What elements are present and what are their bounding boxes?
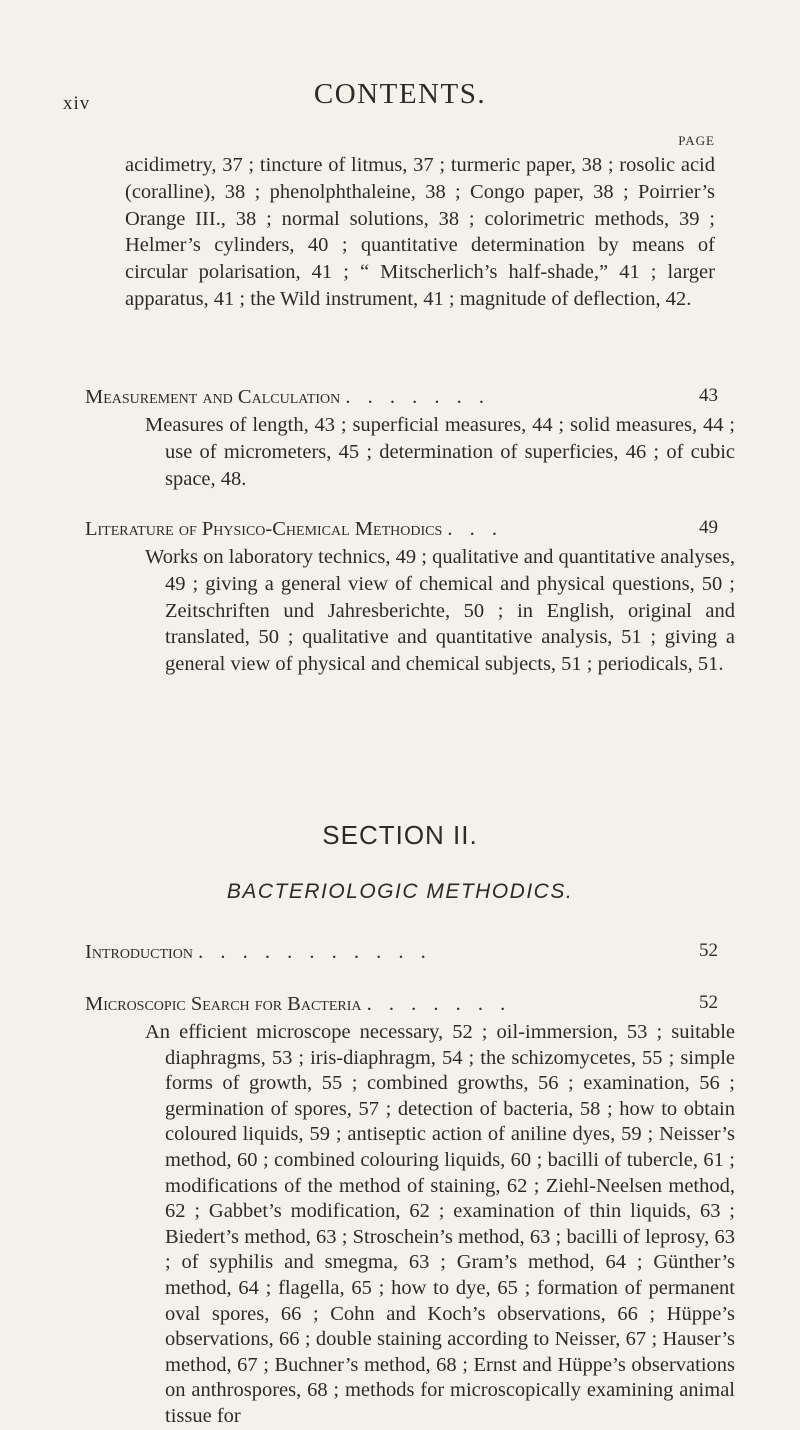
continued-entry-text: acidimetry, 37 ; tincture of litmus, 37 ; turmeric paper, 38 ; rosolic acid (coralline), 38 ; phenolphthaleine, 38 ; Congo paper, 38 ; Poirrier’s Orange III., 38 ; normal solutions, 38 ; colorimetric methods, 39 ; Helmer’s cylinders, 40 ; quantitative determination by means of circular polarisation, 41 ; “ Mitscherlich’s half-shade,” 41 ; larger apparatus, 41 ; the Wild instrument, 41 ; magnitude of deflection, 42. [125, 154, 715, 310]
toc-entry-details: Works on laboratory technics, 49 ; qualitative and quantitative analyses, 49 ; giving a general view of chemical and physical questions, 50 ; Zeitschriften und Jahresberichte, 50 ; in English, original and translated, 50 ; qualitative and quantitative analysis, 51 ; giving a general view of physical and chemical subjects, 51 ; periodicals, 51. [145, 546, 735, 676]
toc-entry-title: Measurement and Calculation [85, 386, 341, 408]
running-title: CONTENTS. [313, 78, 487, 110]
toc-page-number: 49 [699, 517, 718, 538]
toc-entry-details: An efficient microscope necessary, 52 ; oil-immersion, 53 ; suitable diaphragms, 53 ; iris-diaphragm, 54 ; the schizomycetes, 55 ; simple forms of growth, 55 ; combined growths, 56 ; examination, 56 ; germination of spores, 57 ; detection of bacteria, 58 ; how to obtain coloured liquids, 59 ; antiseptic action of aniline dyes, 59 ; Neisser’s method, 60 ; combined colouring liquids, 60 ; bacilli of tubercle, 61 ; modifications of the method of staining, 62 ; Ziehl-Neelsen method, 62 ; Gabbet’s modification, 62 ; examination of thin liquids, 63 ; Biedert’s method, 63 ; Stroschein’s method, 63 ; bacilli of leprosy, 63 ; of syphilis and smegma, 63 ; Gram’s method, 64 ; Günther’s method, 64 ; flagella, 65 ; how to dye, 65 ; formation of permanent oval spores, 66 ; Cohn and Koch’s observations, 66 ; Hüppe’s observations, 66 ; double staining according to Neisser, 67 ; Hauser’s method, 67 ; Buchner’s method, 68 ; Ernst and Hüppe’s observations on anthrospores, 68 ; methods for microscopically examining animal tissue for [145, 1021, 735, 1427]
section-title: SECTION II. [322, 820, 478, 850]
page-folio: xiv [63, 93, 91, 114]
toc-entry-introduction [85, 941, 715, 964]
toc-entry-details: Measures of length, 43 ; superficial measures, 44 ; solid measures, 44 ; use of micrometers, 45 ; determination of superficies, 46 ; of cubic space, 48. [145, 414, 735, 490]
toc-entry-title: Introduction [85, 941, 193, 963]
toc-entry-title: Microscopic Search for Bacteria [85, 993, 362, 1015]
leader-dots: . . . . . . . [345, 386, 490, 408]
leader-dots: . . . . . . . . . . . [198, 941, 432, 963]
toc-page-number: 52 [699, 940, 718, 961]
toc-entry-measurement [85, 386, 715, 409]
leader-dots: . . . [447, 518, 503, 540]
page-column-label: PAGE [678, 133, 715, 148]
section-subtitle: BACTERIOLOGIC METHODICS. [226, 880, 574, 903]
toc-entry-microscopic-search [85, 993, 715, 1016]
leader-dots: . . . . . . . [366, 993, 512, 1015]
toc-entry-literature [85, 518, 715, 541]
toc-entry-title: Literature of Physico-Chemical Methodics [85, 518, 443, 540]
toc-page-number: 43 [699, 385, 718, 406]
toc-page-number: 52 [699, 992, 718, 1013]
